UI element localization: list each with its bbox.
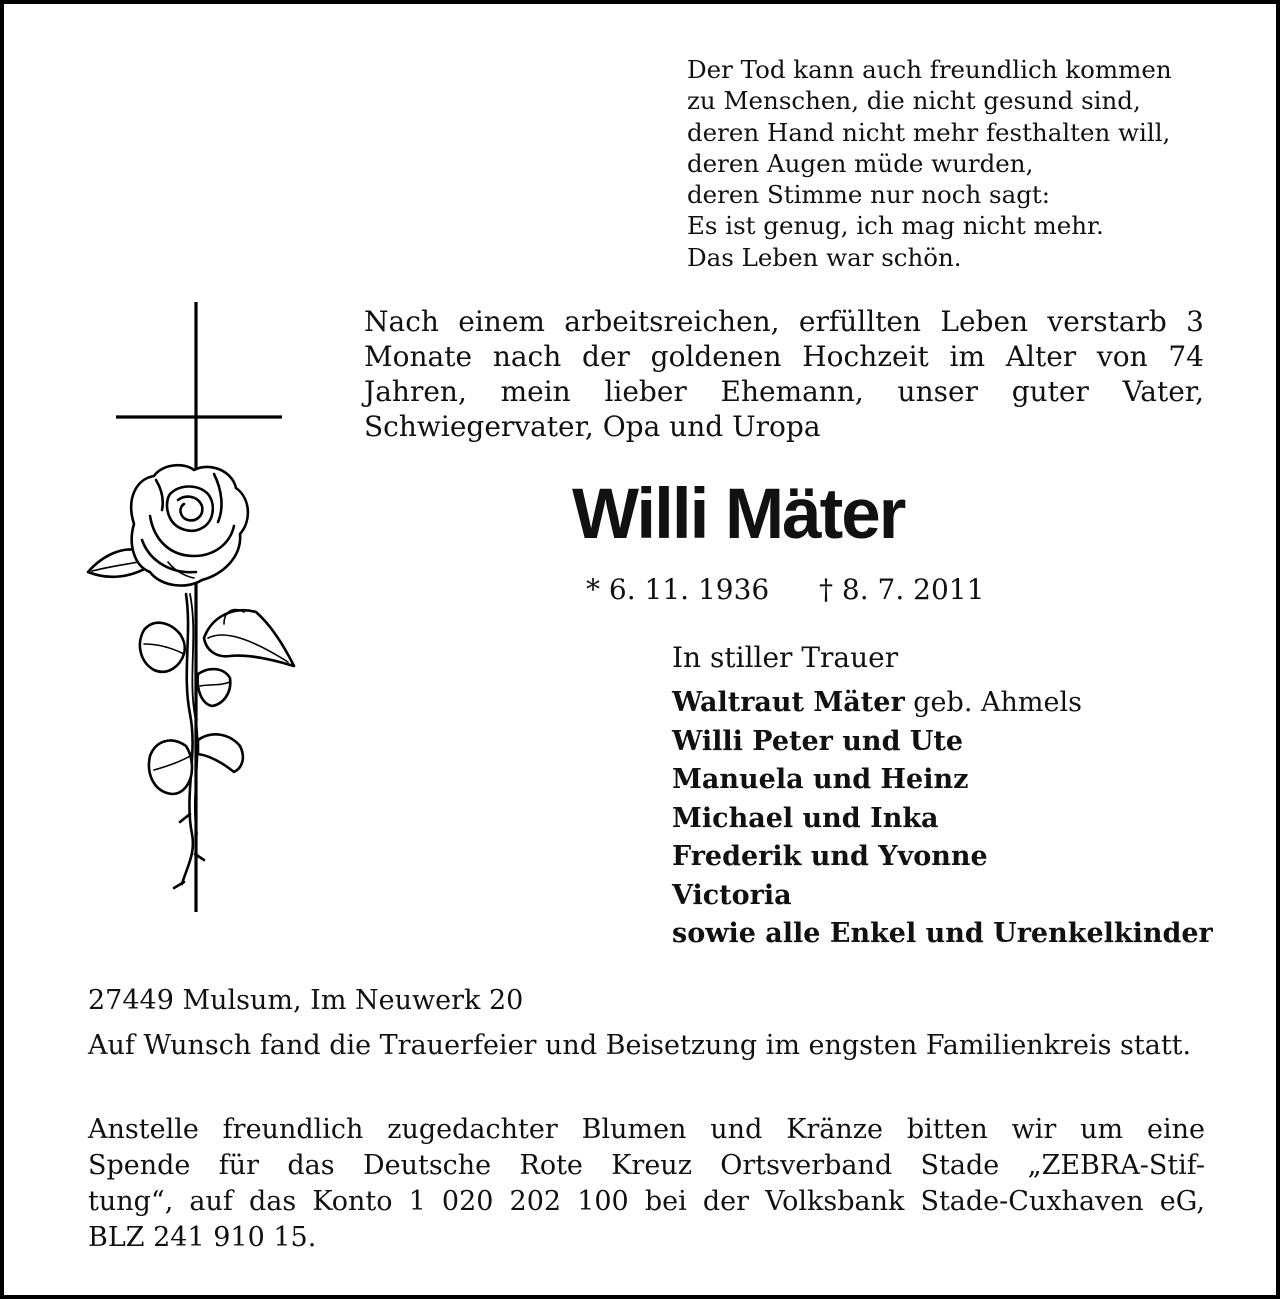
donation-line: BLZ 241 910 15. xyxy=(88,1222,317,1253)
intro-text: Nach einem arbeitsreichen, erfüllten Leben verstarb 3 Monate nach der goldenen Hochzeit im Alter von 74 Jahren, mein lieber Ehemann, unser guter Vater, Schwiegervater, Opa und Uropa xyxy=(364,305,1204,443)
poem-line: Der Tod kann auch freundlich kommen xyxy=(687,55,1172,84)
donation-line: Spende für das Deutsche Rote Kreuz Ortsverband Stade „ZEBRA-Stif- xyxy=(88,1150,1205,1181)
poem-line: deren Hand nicht mehr festhalten will, xyxy=(687,117,1171,147)
birth-date: * 6. 11. 1936 xyxy=(586,573,770,606)
poem-line: deren Augen müde wurden, xyxy=(687,148,1034,178)
cross-icon xyxy=(116,302,282,912)
mourner-note: geb. Ahmels xyxy=(904,687,1082,718)
address: 27449 Mulsum, Im Neuwerk 20 xyxy=(88,985,524,1016)
mourner xyxy=(672,723,1213,762)
mourning-intro: In stiller Trauer xyxy=(672,641,899,674)
mourner-name: sowie alle Enkel und Urenkelkinder xyxy=(672,918,1213,949)
mourner xyxy=(672,838,1213,877)
mourner xyxy=(672,915,1213,954)
funeral-note: Auf Wunsch fand die Trauerfeier und Beisetzung im engsten Familienkreis statt. xyxy=(88,1030,1192,1061)
mourner-name: Manuela und Heinz xyxy=(672,764,969,795)
mourner xyxy=(672,877,1213,916)
mourner-name: Willi Peter und Ute xyxy=(672,725,964,757)
donation-note xyxy=(88,1112,1205,1256)
donation-line: tung“, auf das Konto 1 020 202 100 bei der Volksbank Stade-Cuxhaven eG, xyxy=(88,1186,1205,1217)
poem xyxy=(687,54,1247,273)
poem-line: zu Menschen, die nicht gesund sind, xyxy=(687,86,1141,116)
mourner xyxy=(672,761,1213,800)
poem-line: Das Leben war schön. xyxy=(687,242,962,272)
poem-line: deren Stimme nur noch sagt: xyxy=(687,180,1051,210)
donation-line: Anstelle freundlich zugedachter Blumen und Kränze bitten wir um eine xyxy=(88,1114,1205,1145)
deceased-name: Willi Mäter xyxy=(572,475,905,554)
mourner-name: Michael und Inka xyxy=(672,802,939,834)
mourners-list xyxy=(672,684,1213,954)
mourner-name: Frederik und Yvonne xyxy=(672,841,988,872)
cross-rose-artwork xyxy=(74,294,314,924)
poem-line: Es ist genug, ich mag nicht mehr. xyxy=(687,211,1104,241)
mourner xyxy=(672,684,1213,723)
death-date: † 8. 7. 2011 xyxy=(819,573,985,606)
mourner xyxy=(672,800,1213,839)
mourner-name: Victoria xyxy=(672,879,792,911)
mourner-name: Waltraut Mäter xyxy=(672,687,905,718)
rose-icon xyxy=(88,465,294,888)
